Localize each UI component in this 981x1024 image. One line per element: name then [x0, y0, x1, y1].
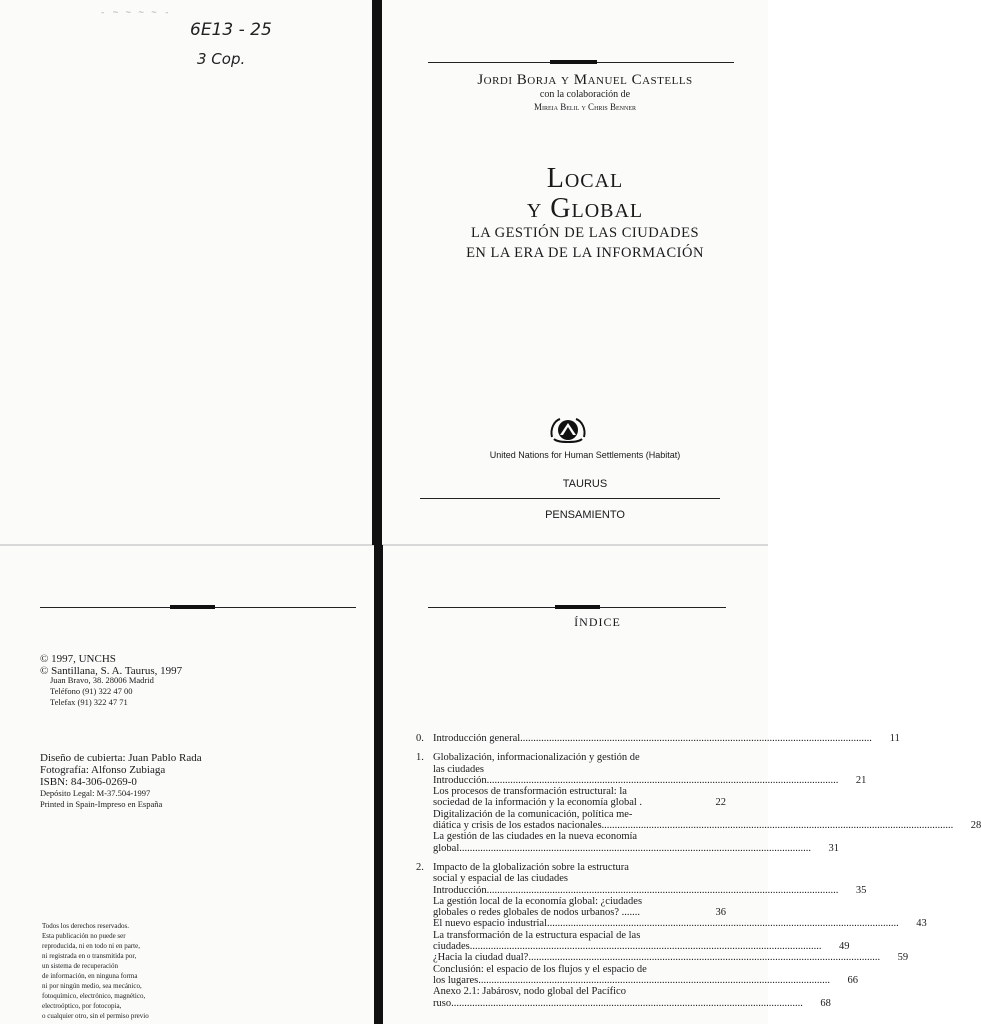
toc-chapter: [416, 752, 981, 854]
toc-line: [416, 930, 726, 941]
publisher-name: TAURUS: [562, 478, 608, 490]
toc-line: [416, 907, 726, 918]
toc-entry-text: La transformación de la estructura espacial de las: [433, 929, 641, 941]
series-name: PENSAMIENTO: [545, 509, 625, 521]
isbn: ISBN: 84-306-0269-0: [40, 776, 137, 788]
toc-line: [416, 733, 900, 744]
copyright-unchs: © 1997, UNCHS: [40, 653, 116, 665]
toc-entry-text: global: [433, 842, 460, 854]
toc-line: [416, 896, 726, 907]
faded-stamp: - ~ ~ ~ ~ -: [100, 8, 171, 18]
toc-page-number: 31: [828, 842, 839, 854]
toc-leader-dots: [602, 820, 954, 831]
authors: Jordi Borja y Manuel Castells: [477, 72, 693, 88]
toc-line: [416, 831, 726, 842]
book-title-line1: Local: [546, 163, 624, 194]
publisher-address: Juan Bravo, 38. 28006 Madrid: [50, 675, 154, 685]
publisher-fax: Telefax (91) 322 47 71: [50, 697, 128, 707]
handwritten-call-number: 6E13 - 25: [190, 20, 272, 40]
toc-entry-text: Anexo 2.1: Jabárosv, nodo global del Pacífico: [433, 986, 626, 998]
table-of-contents: [416, 733, 981, 1017]
toc-leader-dots: [451, 998, 803, 1009]
toc-line: [416, 918, 927, 930]
toc-page-number: 49: [839, 941, 850, 953]
page-fold: [0, 544, 768, 546]
toc-entry-text: Introducción: [433, 774, 487, 786]
toc-chapter-number: 0.: [416, 733, 424, 744]
toc-line: [416, 986, 726, 997]
toc-leader-dots: [478, 975, 830, 986]
toc-entry-text: Conclusión: el espacio de los flujos y el espacio de: [433, 963, 647, 975]
toc-line: [416, 764, 726, 775]
toc-page-number: 43: [916, 918, 927, 930]
toc-entry-text: los lugares: [433, 974, 479, 986]
toc-page-number: 66: [847, 974, 858, 986]
toc-line: [416, 809, 726, 820]
toc-leader-dots: [487, 885, 839, 896]
toc-line: [416, 997, 831, 1009]
toc-leader-dots: [528, 952, 880, 963]
printed-in: Printed in Spain-Impreso en España: [40, 799, 163, 809]
toc-line: [416, 952, 909, 964]
toc-entry-text: ciudades: [433, 941, 470, 953]
book-spine-top: [372, 0, 382, 545]
rights-line: electroóptico, por fotocopia,: [42, 1002, 122, 1010]
toc-line: [416, 964, 726, 975]
copyright-rule-bar: [170, 605, 215, 609]
cover-design-credit: Diseño de cubierta: Juan Pablo Rada: [40, 752, 202, 764]
habitat-logo-icon: [548, 415, 588, 447]
toc-entry-text: Impacto de la globalización sobre la estructura: [433, 861, 629, 873]
rights-line: o cualquier otro, sin el permiso previo: [42, 1012, 149, 1020]
toc-entry-text: La gestión de las ciudades en la nueva economía: [433, 831, 638, 843]
toc-chapter-number: 1.: [416, 752, 424, 764]
toc-leader-dots: [520, 733, 872, 744]
toc-entry-text: las ciudades: [433, 763, 485, 775]
organization-name: United Nations for Human Settlements (Habitat): [489, 450, 681, 460]
toc-entry-text: Introducción: [433, 884, 487, 896]
toc-line: [416, 786, 726, 797]
toc-line: [416, 820, 981, 832]
book-subtitle-line1: LA GESTIÓN DE LAS CIUDADES: [470, 225, 700, 241]
toc-line: [416, 873, 726, 884]
toc-line: [416, 884, 867, 896]
toc-page-number: 22: [715, 797, 726, 809]
toc-entry-text: globales o redes globales de nodos urbanos? .......: [433, 907, 641, 919]
photo-credit: Fotografía: Alfonso Zubiaga: [40, 764, 166, 776]
toc-entry-text: ¿Hacia la ciudad dual?: [433, 952, 529, 964]
toc-chapter: [416, 733, 900, 744]
collaboration-intro: con la colaboración de: [539, 89, 631, 100]
toc-entry-text: ruso: [433, 997, 452, 1009]
toc-page-number: 59: [897, 952, 909, 964]
toc-page-number: 35: [855, 884, 867, 896]
rights-line: de información, en ninguna forma: [42, 972, 138, 980]
toc-page-number: 68: [820, 997, 831, 1009]
handwritten-copies: 3 Cop.: [197, 50, 246, 68]
toc-line: [416, 774, 867, 786]
toc-entry-text: sociedad de la información y la economía global .: [433, 797, 643, 809]
book-title-line2: y Global: [526, 193, 644, 224]
toc-entry-text: Globalización, informacionalización y gestión de: [433, 752, 640, 764]
rights-line: ni registrada en o transmitida por,: [42, 952, 137, 960]
toc-line: [416, 862, 726, 873]
toc-leader-dots: [487, 775, 839, 786]
toc-entry-text: Digitalización de la comunicación, política me-: [433, 808, 633, 820]
book-spine-bottom: [374, 545, 383, 1024]
toc-page-number: 36: [715, 907, 726, 919]
copyright-santillana: © Santillana, S. A. Taurus, 1997: [40, 665, 183, 677]
rights-line: reproducida, ni en todo ni en parte,: [42, 942, 140, 950]
toc-page-number: 11: [889, 733, 900, 744]
toc-line: [416, 842, 839, 854]
toc-entry-text: El nuevo espacio industrial: [433, 918, 548, 930]
book-subtitle-line2: EN LA ERA DE LA INFORMACIÓN: [466, 245, 704, 261]
toc-entry-text: social y espacial de las ciudades: [433, 873, 568, 885]
toc-entry-text: Los procesos de transformación estructural: la: [433, 786, 627, 798]
rights-line: fotoquímico, electrónico, magnético,: [42, 992, 146, 1000]
toc-line: [416, 974, 858, 986]
annotation-page: [0, 0, 372, 544]
publisher-rule: [420, 498, 720, 499]
toc-page-number: 21: [855, 774, 867, 786]
toc-line: [416, 941, 850, 953]
toc-leader-dots: [547, 918, 899, 929]
toc-leader-dots: [470, 941, 822, 952]
toc-page-number: 28: [970, 820, 981, 832]
toc-chapter-number: 2.: [416, 861, 424, 873]
rights-line: un sistema de recuperación: [42, 962, 118, 970]
rights-notice: [42, 921, 182, 1021]
index-heading: ÍNDICE: [574, 615, 621, 629]
toc-entry-text: La gestión local de la economía global: ¿ciudades: [433, 895, 643, 907]
rights-line: Esta publicación no puede ser: [42, 932, 126, 940]
toc-line: [416, 797, 726, 808]
toc-chapter: [416, 861, 927, 1009]
rights-line: Todos los derechos reservados.: [42, 922, 129, 930]
toc-line: [416, 752, 726, 763]
publisher-phone: Teléfono (91) 322 47 00: [50, 686, 133, 696]
legal-deposit: Depósito Legal: M-37.504-1997: [40, 788, 151, 798]
toc-entry-text: Introducción general: [433, 733, 521, 744]
rights-line: ni por ningún medio, sea mecánico,: [42, 982, 142, 990]
index-rule-bar: [555, 605, 600, 609]
collaborators: Mireia Belil y Chris Benner: [533, 102, 636, 112]
toc-entry-text: diática y crisis de los estados nacionales: [433, 820, 602, 832]
toc-leader-dots: [459, 843, 811, 854]
title-rule-bar: [550, 60, 597, 64]
